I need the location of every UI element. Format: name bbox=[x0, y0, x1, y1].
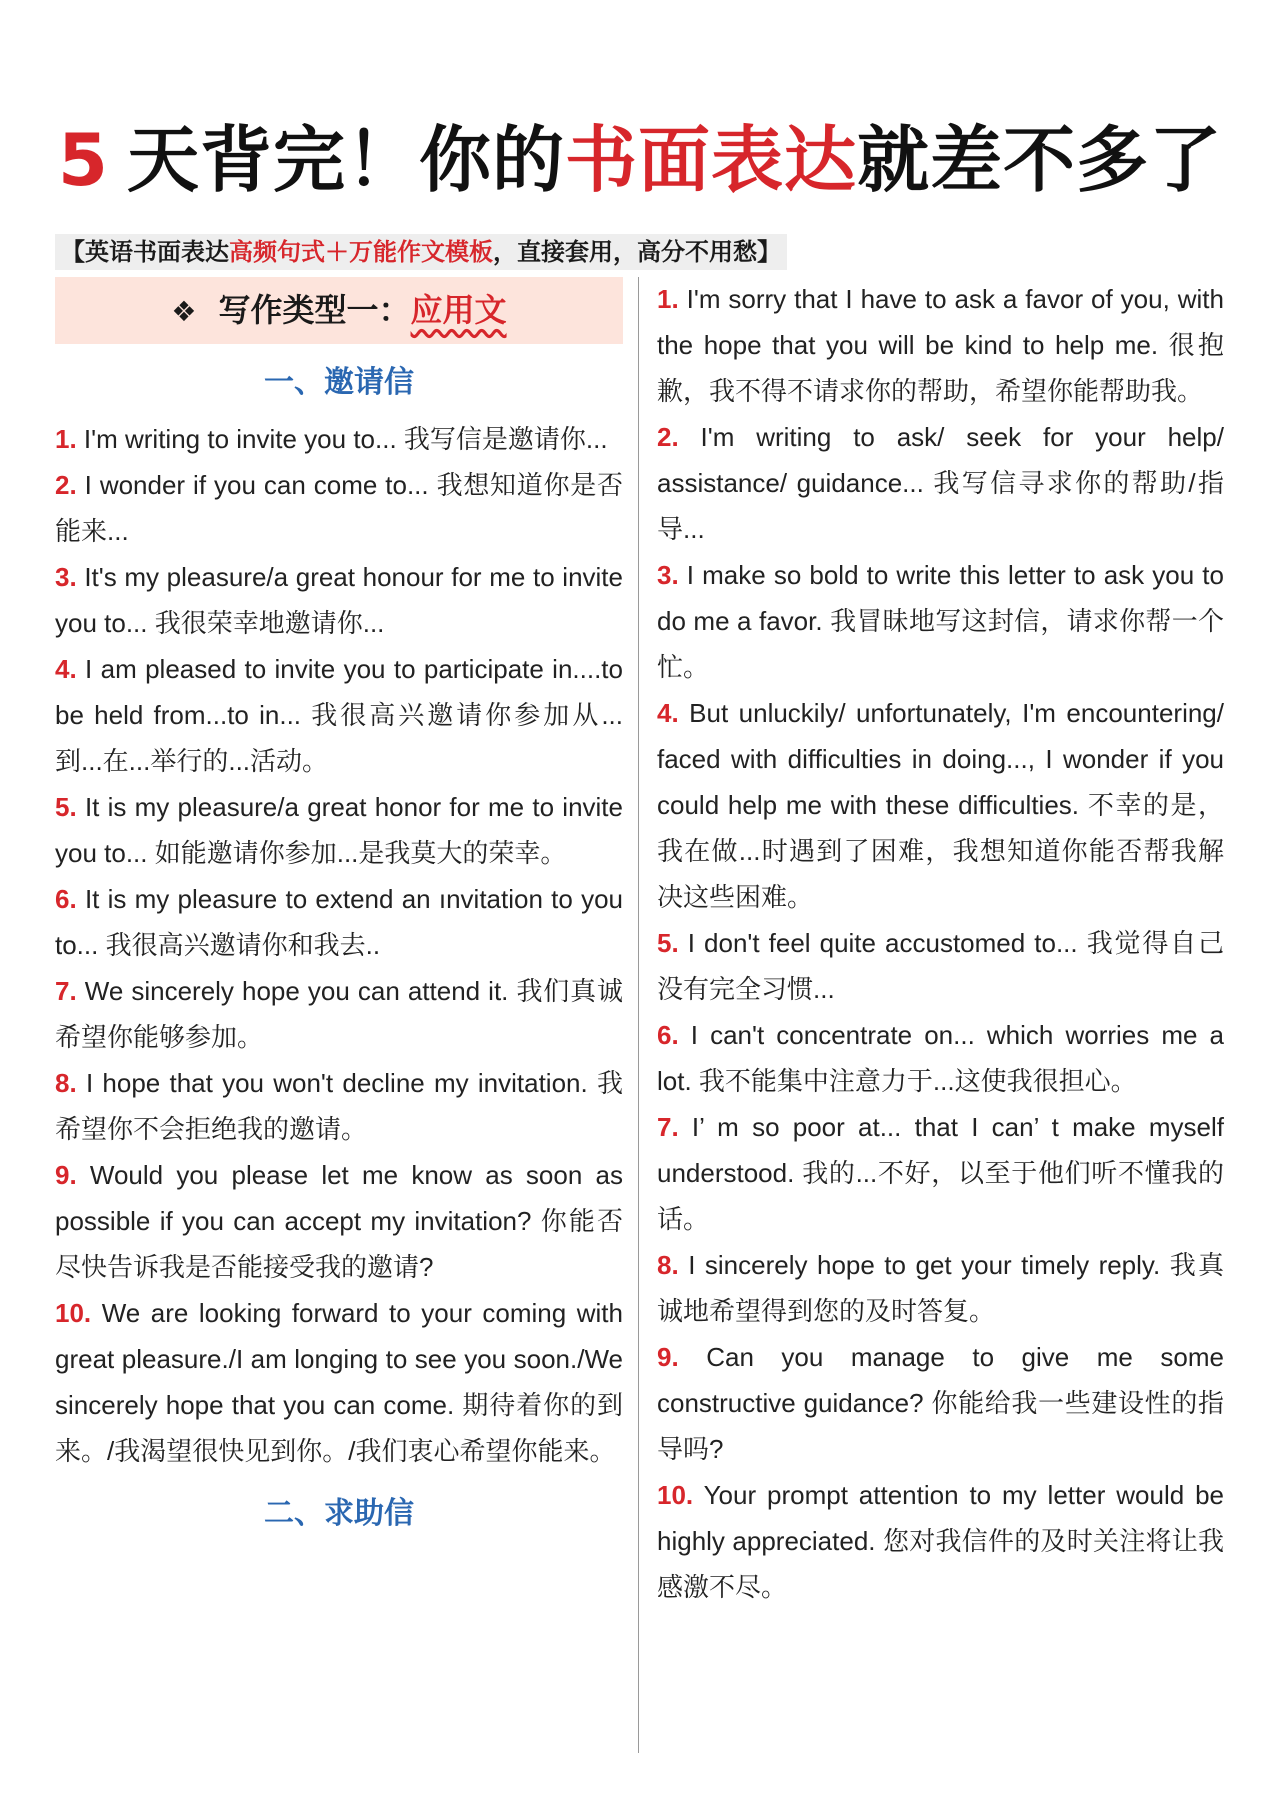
item-english: I don't feel quite accustomed to... bbox=[687, 928, 1078, 958]
list-item bbox=[657, 1012, 1224, 1104]
item-chinese: 我希望你不会拒绝我的邀请。 bbox=[55, 1068, 623, 1144]
item-number: 1. bbox=[657, 284, 679, 314]
item-chinese: 我想知道你是否能来... bbox=[55, 470, 623, 546]
list-item bbox=[55, 1152, 623, 1290]
item-english: But unluckily/ unfortunately, I'm encountering/ faced with difficulties in doing..., I wonder if you could help me with these difficulties. bbox=[657, 698, 1224, 820]
item-number: 9. bbox=[55, 1160, 77, 1190]
list-item bbox=[55, 1290, 623, 1474]
item-english: I make so bold to write this letter to ask you to do me a favor. bbox=[657, 560, 1224, 636]
item-english: It is my pleasure/a great honor for me to invite you to... bbox=[55, 792, 623, 868]
item-english: It's my pleasure/a great honour for me to invite you to... bbox=[55, 562, 623, 638]
section-header bbox=[55, 277, 623, 344]
item-chinese: 我写信寻求你的帮助/指导... bbox=[657, 468, 1224, 544]
item-english: Your prompt attention to my letter would be highly appreciated. bbox=[657, 1480, 1224, 1556]
item-english: Would you please let me know as soon as possible if you can accept my invitation? bbox=[55, 1160, 623, 1236]
right-column bbox=[657, 276, 1224, 1610]
item-number: 10. bbox=[657, 1480, 694, 1510]
list-item bbox=[657, 552, 1224, 690]
item-number: 10. bbox=[55, 1298, 92, 1328]
list-item bbox=[657, 1104, 1224, 1242]
item-english: I sincerely hope to get your timely reply. bbox=[688, 1250, 1161, 1280]
item-chinese: 我很高兴邀请你参加从...到...在...举行的...活动。 bbox=[55, 700, 623, 776]
list-item bbox=[55, 784, 623, 876]
item-number: 6. bbox=[55, 884, 77, 914]
list-item bbox=[55, 968, 623, 1060]
item-chinese: 我不能集中注意力于...这使我很担心。 bbox=[698, 1066, 1137, 1096]
item-number: 6. bbox=[657, 1020, 679, 1050]
list-item bbox=[55, 554, 623, 646]
subtitle-plus: ＋ bbox=[325, 238, 349, 266]
subtitle-text-1: 【英语书面表达 bbox=[61, 238, 229, 266]
item-english: We sincerely hope you can attend it. bbox=[84, 976, 509, 1006]
list-item bbox=[657, 690, 1224, 920]
item-number: 2. bbox=[657, 422, 679, 452]
item-number: 9. bbox=[657, 1342, 679, 1372]
diamond-bullet-icon: ❖ bbox=[171, 295, 197, 328]
item-chinese: 你能否尽快告诉我是否能接受我的邀请? bbox=[55, 1206, 623, 1282]
item-chinese: 如能邀请你参加...是我莫大的荣幸。 bbox=[154, 838, 567, 868]
item-number: 5. bbox=[55, 792, 77, 822]
item-english: I hope that you won't decline my invitation. bbox=[85, 1068, 588, 1098]
list-item bbox=[55, 462, 623, 554]
invitation-sentence-list bbox=[55, 416, 623, 1474]
item-chinese: 我写信是邀请你... bbox=[403, 424, 608, 454]
list-item bbox=[657, 276, 1224, 414]
item-number: 4. bbox=[55, 654, 77, 684]
list-item bbox=[657, 414, 1224, 552]
item-english: I am pleased to invite you to participate in....to be held from...to in... bbox=[55, 654, 623, 730]
item-english: I'm sorry that I have to ask a favor of you, with the hope that you will be kind to help me. bbox=[657, 284, 1224, 360]
item-chinese: 我很荣幸地邀请你... bbox=[154, 608, 385, 638]
subtitle-highlight-2: 万能作文模板 bbox=[349, 238, 493, 266]
item-chinese: 我很高兴邀请你和我去.. bbox=[105, 930, 381, 960]
item-chinese: 不幸的是，我在做...时遇到了困难，我想知道你能否帮我解决这些困难。 bbox=[657, 790, 1224, 912]
page-title bbox=[0, 112, 1280, 208]
item-number: 5. bbox=[657, 928, 679, 958]
item-chinese: 很抱歉，我不得不请求你的帮助，希望你能帮助我。 bbox=[657, 330, 1224, 406]
list-item bbox=[55, 416, 623, 462]
item-chinese: 我的...不好，以至于他们听不懂我的话。 bbox=[657, 1158, 1224, 1234]
item-number: 7. bbox=[55, 976, 77, 1006]
item-english: We are looking forward to your coming with great pleasure./I am longing to see you soon./We sincerely hope that you can come. bbox=[55, 1298, 623, 1420]
item-number: 3. bbox=[657, 560, 679, 590]
section-label: 写作类型一： bbox=[218, 291, 411, 329]
item-english: Can you manage to give me some constructive guidance? bbox=[657, 1342, 1224, 1418]
subtitle-banner bbox=[55, 234, 787, 270]
heading-invitation-letter: 一、邀请信 bbox=[264, 365, 414, 400]
list-item bbox=[657, 1472, 1224, 1610]
item-chinese: 我冒昧地写这封信，请求你帮一个忙。 bbox=[657, 606, 1224, 682]
item-english: I'm writing to invite you to... bbox=[83, 424, 397, 454]
item-number: 3. bbox=[55, 562, 77, 592]
item-chinese: 我觉得自己没有完全习惯... bbox=[657, 928, 1224, 1004]
item-number: 1. bbox=[55, 424, 77, 454]
item-english: It is my pleasure to extend an ınvitation to you to... bbox=[55, 884, 623, 960]
list-item bbox=[657, 920, 1224, 1012]
item-english: I'm writing to ask/ seek for your help/ assistance/ guidance... bbox=[657, 422, 1224, 498]
help-sentence-list bbox=[657, 276, 1224, 1610]
item-english: I can't concentrate on... which worries me a lot. bbox=[657, 1020, 1224, 1096]
item-chinese: 我真诚地希望得到您的及时答复。 bbox=[657, 1250, 1224, 1326]
item-chinese: 你能给我一些建设性的指导吗? bbox=[657, 1388, 1224, 1464]
section-highlight: 应用文 bbox=[410, 291, 507, 329]
subtitle-text-2: ，直接套用，高分不用愁】 bbox=[493, 238, 781, 266]
item-number: 2. bbox=[55, 470, 77, 500]
item-chinese: 期待着你的到来。/我渴望很快见到你。/我们衷心希望你能来。 bbox=[55, 1390, 623, 1466]
item-english: I’ m so poor at... that I can’ t make myself understood. bbox=[657, 1112, 1224, 1188]
list-item bbox=[55, 1060, 623, 1152]
title-number: 5 bbox=[57, 118, 110, 202]
list-item bbox=[657, 1242, 1224, 1334]
list-item bbox=[657, 1334, 1224, 1472]
subtitle-highlight-1: 高频句式 bbox=[229, 238, 325, 266]
left-column bbox=[55, 355, 623, 1542]
item-chinese: 我们真诚希望你能够参加。 bbox=[55, 976, 623, 1052]
item-number: 7. bbox=[657, 1112, 679, 1142]
title-highlight: 书面表达 bbox=[565, 118, 858, 202]
title-part-c: 就差不多了 bbox=[857, 118, 1223, 202]
item-number: 4. bbox=[657, 698, 679, 728]
list-item bbox=[55, 876, 623, 968]
item-english: I wonder if you can come to... bbox=[84, 470, 429, 500]
heading-help-letter: 二、求助信 bbox=[264, 1496, 414, 1531]
item-number: 8. bbox=[55, 1068, 77, 1098]
item-chinese: 您对我信件的及时关注将让我感激不尽。 bbox=[657, 1526, 1224, 1602]
column-divider bbox=[638, 277, 639, 1753]
item-number: 8. bbox=[657, 1250, 679, 1280]
list-item bbox=[55, 646, 623, 784]
title-part-a: 天背完！你的 bbox=[127, 118, 566, 202]
